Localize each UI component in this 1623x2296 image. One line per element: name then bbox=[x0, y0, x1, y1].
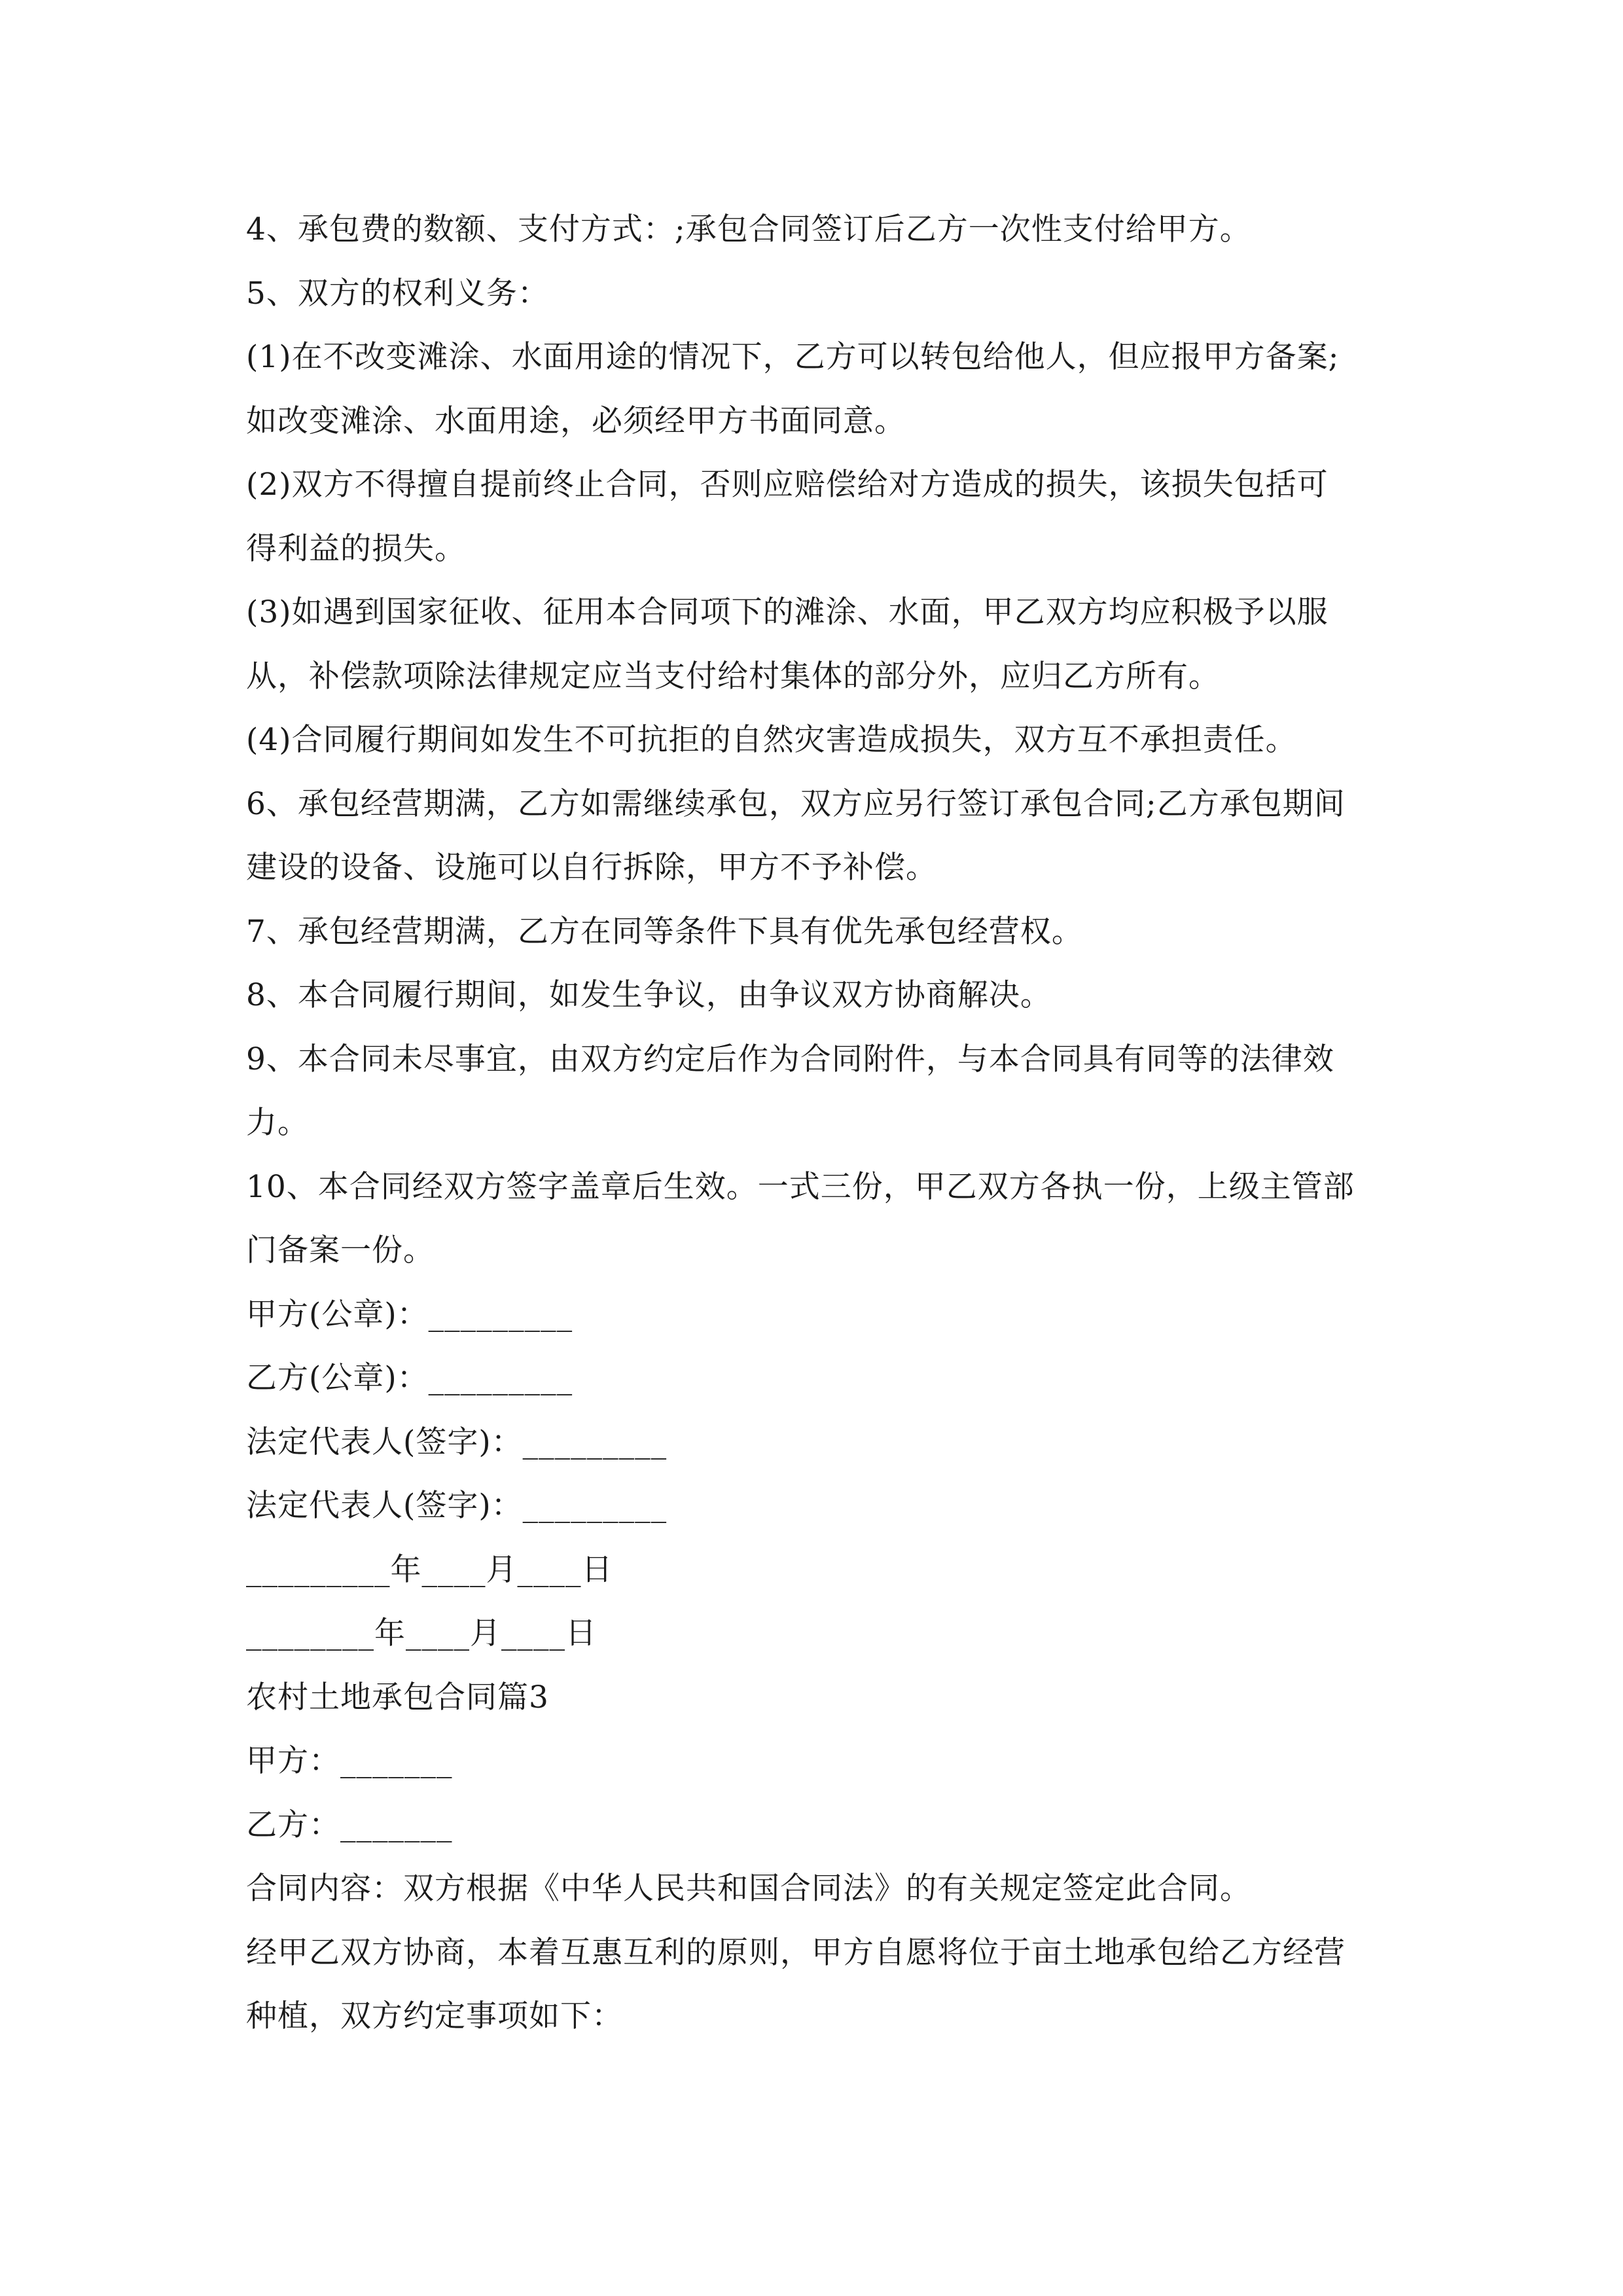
party-a-seal-line: 甲方(公章)：_________ bbox=[246, 1296, 573, 1333]
date-line-1: _________年____月____日 bbox=[246, 1551, 613, 1588]
clause-5-3-line-2: 从，补偿款项除法律规定应当支付给村集体的部分外，应归乙方所有。 bbox=[246, 658, 1220, 694]
clause-10-line-1: 10、本合同经双方签字盖章后生效。一式三份，甲乙双方各执一份，上级主管部 bbox=[246, 1168, 1355, 1205]
clause-10-line-2: 门备案一份。 bbox=[246, 1232, 435, 1268]
section-title: 农村土地承包合同篇3 bbox=[246, 1679, 549, 1715]
clause-5-2-line-1: (2)双方不得擅自提前终止合同，否则应赔偿给对方造成的损失，该损失包括可 bbox=[246, 467, 1329, 503]
clause-7: 7、承包经营期满，乙方在同等条件下具有优先承包经营权。 bbox=[246, 913, 1083, 950]
clause-9-line-1: 9、本合同未尽事宜，由双方约定后作为合同附件，与本合同具有同等的法律效 bbox=[246, 1041, 1334, 1077]
clause-5-1-line-2: 如改变滩涂、水面用途，必须经甲方书面同意。 bbox=[246, 403, 906, 439]
legal-rep-signature-line-2: 法定代表人(签字)：_________ bbox=[246, 1488, 668, 1524]
clause-6-line-2: 建设的设备、设施可以自行拆除，甲方不予补偿。 bbox=[246, 850, 937, 886]
clause-8: 8、本合同履行期间，如发生争议，由争议双方协商解决。 bbox=[246, 977, 1052, 1013]
date-line-2: ________年____月____日 bbox=[246, 1615, 597, 1651]
clause-4-payment: 4、承包费的数额、支付方式：;承包合同签订后乙方一次性支付给甲方。 bbox=[246, 211, 1251, 247]
clause-5-4: (4)合同履行期间如发生不可抗拒的自然灾害造成损失，双方互不承担责任。 bbox=[246, 722, 1297, 758]
clause-6-line-1: 6、承包经营期满，乙方如需继续承包，双方应另行签订承包合同;乙方承包期间 bbox=[246, 785, 1346, 822]
party-b-seal-line: 乙方(公章)：_________ bbox=[246, 1360, 573, 1396]
legal-rep-signature-line-1: 法定代表人(签字)：_________ bbox=[246, 1424, 668, 1460]
clause-5-1-line-1: (1)在不改变滩涂、水面用途的情况下，乙方可以转包给他人，但应报甲方备案; bbox=[246, 339, 1340, 375]
clause-5-heading: 5、双方的权利义务： bbox=[246, 275, 549, 312]
contract-content-intro: 合同内容：双方根据《中华人民共和国合同法》的有关规定签定此合同。 bbox=[246, 1871, 1251, 1907]
agreement-line-2: 种植，双方约定事项如下： bbox=[246, 1998, 623, 2034]
clause-9-line-2: 力。 bbox=[246, 1105, 309, 1141]
clause-5-3-line-1: (3)如遇到国家征收、征用本合同项下的滩涂、水面，甲乙双方均应积极予以服 bbox=[246, 594, 1329, 630]
agreement-line-1: 经甲乙双方协商，本着互惠互利的原则，甲方自愿将位于亩土地承包给乙方经营 bbox=[246, 1934, 1346, 1971]
party-b-line: 乙方：_______ bbox=[246, 1806, 453, 1843]
document-body bbox=[246, 198, 1398, 2049]
party-a-line: 甲方：_______ bbox=[246, 1743, 453, 1779]
clause-5-2-line-2: 得利益的损失。 bbox=[246, 530, 466, 567]
